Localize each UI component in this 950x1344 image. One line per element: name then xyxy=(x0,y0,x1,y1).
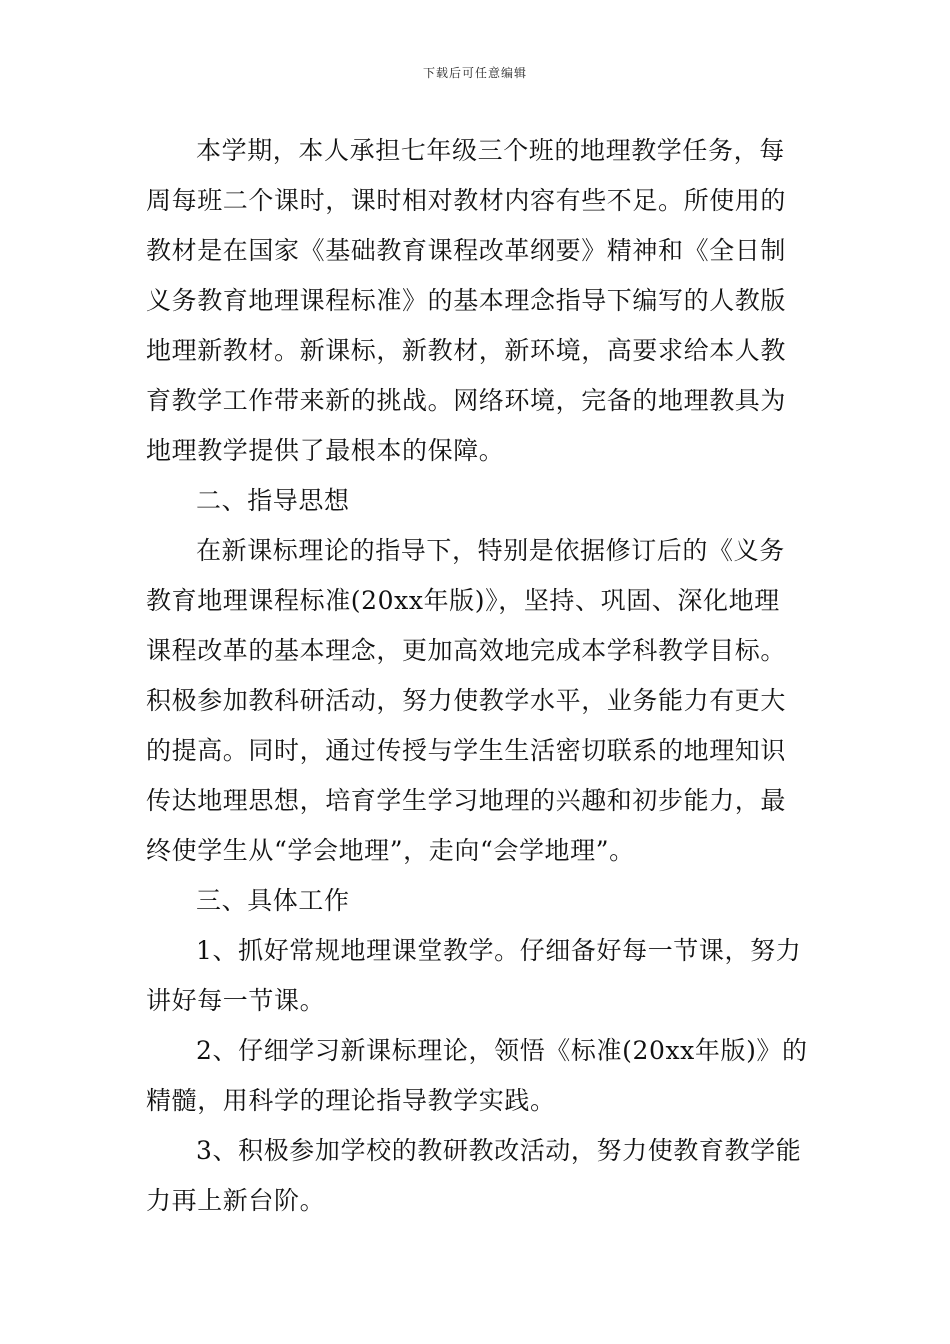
section-heading: 二、指导思想 xyxy=(196,486,350,515)
text-line: 地理新教材。新课标，新教材，新环境，高要求给本人教 xyxy=(146,336,787,365)
text-line: 在新课标理论的指导下，特别是依据修订后的《义务 xyxy=(196,536,785,565)
page-header: 下载后可任意编辑 xyxy=(422,66,527,80)
text-line: 终使学生从“学会地理”，走向“会学地理”。 xyxy=(146,836,635,865)
text-line: 讲好每一节课。 xyxy=(146,986,326,1015)
text-line: 积极参加教科研活动，努力使教学水平，业务能力有更大 xyxy=(146,686,787,715)
text-line: 传达地理思想，培育学生学习地理的兴趣和初步能力，最 xyxy=(146,786,787,815)
text-line: 课程改革的基本理念，更加高效地完成本学科教学目标。 xyxy=(146,636,787,665)
text-line: 本学期，本人承担七年级三个班的地理教学任务，每 xyxy=(196,136,785,165)
document-body xyxy=(146,126,808,1226)
text-line: 2、仔细学习新课标理论，领悟《标准(20xx年版)》的 xyxy=(196,1036,808,1065)
text-line: 3、积极参加学校的教研教改活动，努力使教育教学能 xyxy=(196,1136,802,1165)
text-line: 1、抓好常规地理课堂教学。仔细备好每一节课，努力 xyxy=(196,936,802,965)
text-line: 义务教育地理课程标准》的基本理念指导下编写的人教版 xyxy=(146,286,787,315)
text-line: 力再上新台阶。 xyxy=(146,1186,326,1215)
text-line: 的提高。同时，通过传授与学生生活密切联系的地理知识 xyxy=(146,736,787,765)
text-line: 教育地理课程标准(20xx年版)》，坚持、巩固、深化地理 xyxy=(146,586,780,615)
text-line: 育教学工作带来新的挑战。网络环境，完备的地理教具为 xyxy=(146,386,787,415)
text-line: 地理教学提供了最根本的保障。 xyxy=(146,436,505,465)
text-line: 教材是在国家《基础教育课程改革纲要》精神和《全日制 xyxy=(146,236,787,265)
text-line: 周每班二个课时，课时相对教材内容有些不足。所使用的 xyxy=(146,186,787,215)
text-line: 精髓，用科学的理论指导教学实践。 xyxy=(146,1086,556,1115)
section-heading: 三、具体工作 xyxy=(196,886,350,915)
